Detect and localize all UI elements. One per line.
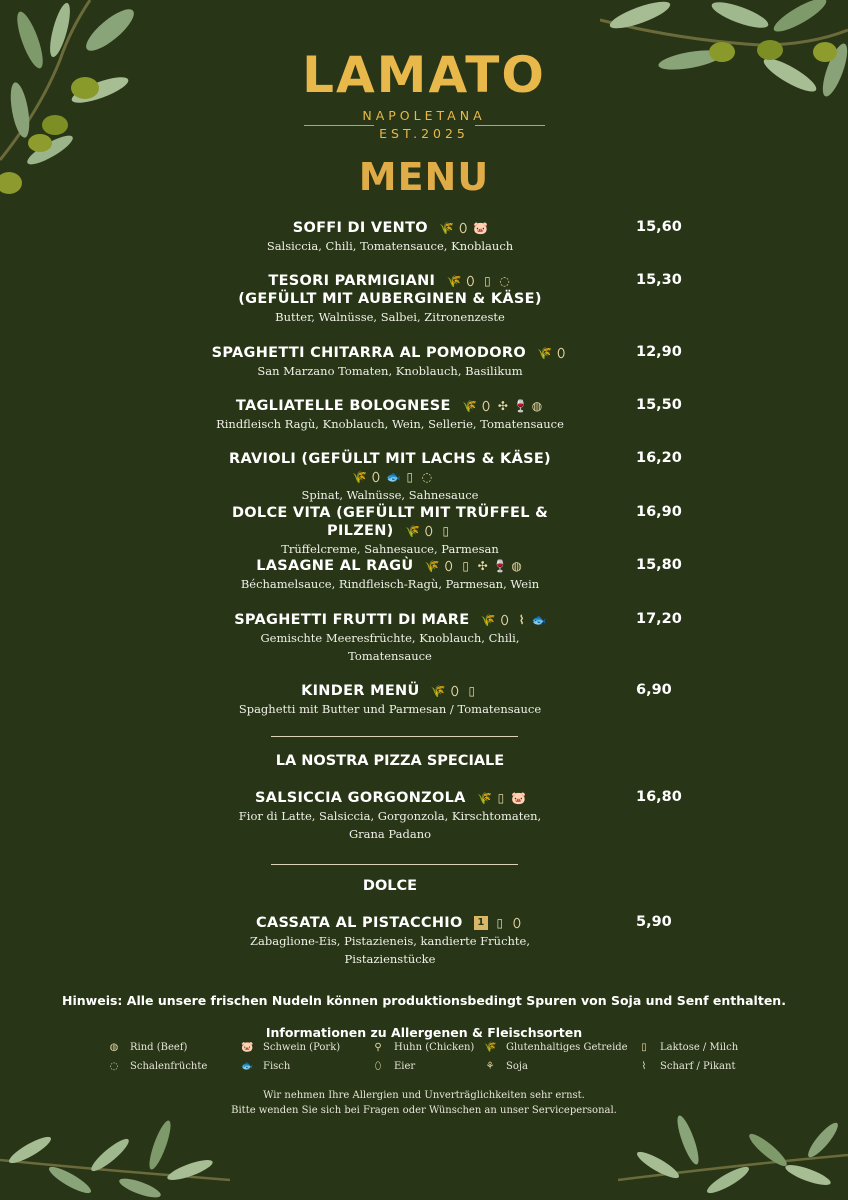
egg-icon: ⬯ — [466, 274, 475, 288]
section-divider — [271, 864, 518, 865]
soy-icon: ⚘ — [485, 1061, 495, 1072]
item-name: SPAGHETTI FRUTTI DI MARE — [234, 612, 470, 628]
item-description: Spaghetti mit Butter und Parmesan / Tomatensauce — [238, 702, 542, 716]
olive-branch-bottom-left — [0, 1110, 230, 1200]
footer-text — [0, 1088, 848, 1118]
gluten-icon: 🌾 — [424, 559, 441, 573]
pork-icon: 🐷 — [241, 1042, 254, 1053]
legend-item: ⌇ Scharf / Pikant — [638, 1061, 735, 1073]
menu-item — [200, 272, 580, 326]
item-name: SALSICCIA GORGONZOLA — [254, 790, 466, 806]
milk-icon: ▯ — [442, 524, 450, 538]
item-description: Spinat, Walnüsse, Sahnesauce — [301, 488, 479, 502]
milk-icon: ▯ — [468, 684, 476, 698]
item-description: Salsiccia, Chili, Tomatensauce, Knoblauch — [266, 239, 514, 253]
item-price: 17,20 — [636, 611, 682, 627]
menu-item — [200, 219, 580, 255]
item-description-cont: Grana Padano — [348, 827, 432, 841]
nuts-icon: ◌ — [109, 1061, 119, 1072]
item-description: Béchamelsauce, Rindfleisch-Ragù, Parmesan, Wein — [240, 577, 540, 591]
egg-icon: ⬯ — [425, 524, 433, 538]
egg-icon: ⬯ — [500, 613, 509, 627]
wine-icon: 🍷 — [492, 559, 509, 573]
legend-item: ⚘ Soja — [485, 1061, 528, 1072]
fish-icon: 🐟 — [386, 470, 402, 484]
menu-item — [200, 789, 580, 843]
milk-icon: ▯ — [497, 791, 505, 805]
milk-icon: ▯ — [406, 470, 414, 484]
egg-icon: ⬯ — [450, 684, 459, 698]
egg-icon: ⬯ — [557, 346, 566, 360]
item-name: TAGLIATELLE BOLOGNESE — [235, 398, 451, 414]
gluten-icon: 🌾 — [537, 346, 553, 360]
menu-title: MENU — [358, 155, 490, 199]
item-name-subtitle: (GEFÜLLT MIT AUBERGINEN & KÄSE) — [238, 291, 542, 307]
footer-line: Bitte wenden Sie sich bei Fragen oder Wünschen an unser Servicepersonal. — [231, 1105, 617, 1116]
item-name: LASAGNE AL RAGÙ — [256, 558, 414, 574]
egg-icon: ⬯ — [372, 470, 380, 484]
egg-icon: ⬯ — [444, 559, 453, 573]
brand-subtitle: NAPOLETANA — [362, 108, 486, 123]
chili-icon: ⌇ — [518, 613, 525, 627]
brand-established: EST.2025 — [379, 126, 469, 141]
menu-item — [200, 557, 580, 593]
legend-title: Informationen zu Allergenen & Fleischsorten — [265, 1025, 583, 1040]
footer-line: Wir nehmen Ihre Allergien und Unverträglichkeiten sehr ernst. — [263, 1090, 585, 1101]
gluten-icon: 🌾 — [480, 613, 497, 627]
item-description-cont: Pistazienstücke — [344, 952, 436, 966]
gluten-icon: 🌾 — [439, 221, 455, 235]
wine-icon: 🍷 — [513, 399, 529, 413]
item-description: Fior di Latte, Salsiccia, Gorgonzola, Kirschtomaten, — [238, 809, 542, 823]
item-price: 5,90 — [636, 914, 672, 930]
gluten-icon: 🌾 — [484, 1042, 497, 1053]
item-description: Zabaglione-Eis, Pistazieneis, kandierte Früchte, — [250, 934, 530, 948]
gluten-icon: 🌾 — [477, 791, 493, 805]
menu-item — [200, 450, 580, 504]
section-divider — [271, 736, 518, 737]
item-price: 16,90 — [636, 504, 682, 520]
item-price: 6,90 — [636, 682, 672, 698]
item-name: TESORI PARMIGIANI — [268, 273, 436, 289]
beef-icon: ◍ — [511, 559, 523, 573]
nuts-icon: ◌ — [421, 470, 433, 484]
egg-icon: ⬯ — [459, 221, 468, 235]
chili-icon: ⌇ — [641, 1061, 647, 1072]
celery-icon: ✣ — [497, 399, 509, 413]
celery-icon: ✣ — [477, 559, 488, 573]
section-title-pizza: LA NOSTRA PIZZA SPECIALE — [275, 753, 505, 769]
milk-icon: ▯ — [641, 1042, 647, 1053]
item-description-cont: Tomatensauce — [348, 649, 432, 663]
egg-icon: ⬯ — [482, 399, 491, 413]
brand-logo-title: LAMATO — [302, 46, 546, 104]
note-badge: 1 — [474, 916, 488, 930]
item-price: 15,50 — [636, 397, 682, 413]
item-description: Trüffelcreme, Sahnesauce, Parmesan — [281, 542, 499, 556]
item-description: Rindfleisch Ragù, Knoblauch, Wein, Sellerie, Tomatensauce — [216, 417, 564, 431]
menu-item — [200, 914, 580, 968]
legend-item: 🐷 Schwein (Pork) — [241, 1042, 341, 1053]
beef-icon: ◍ — [109, 1042, 119, 1053]
gluten-icon: 🌾 — [446, 274, 462, 288]
gluten-icon: 🌾 — [430, 684, 447, 698]
egg-icon: ⬯ — [374, 1061, 382, 1072]
item-price: 16,80 — [636, 789, 682, 805]
legend-item: ▯ Laktose / Milch — [638, 1042, 738, 1054]
legend-item: ◍ Rind (Beef) — [109, 1042, 188, 1053]
milk-icon: ▯ — [496, 916, 504, 930]
olive-branch-bottom-right — [618, 1110, 848, 1200]
item-price: 15,80 — [636, 557, 682, 573]
gluten-icon: 🌾 — [404, 524, 421, 538]
menu-item — [200, 504, 580, 558]
menu-item — [200, 397, 580, 433]
legend-item: 🐟 Fisch — [241, 1061, 291, 1072]
gluten-icon: 🌾 — [462, 399, 478, 413]
beef-icon: ◍ — [531, 399, 543, 413]
fish-icon: 🐟 — [531, 613, 548, 627]
gluten-icon: 🌾 — [352, 470, 368, 484]
legend-item: ⚲ Huhn (Chicken) — [372, 1042, 474, 1054]
milk-icon: ▯ — [462, 559, 470, 573]
item-price: 15,30 — [636, 272, 682, 288]
legend-item: ⬯ Eier — [372, 1061, 415, 1073]
milk-icon: ▯ — [484, 274, 492, 288]
chicken-icon: ⚲ — [374, 1042, 382, 1053]
item-description: Gemischte Meeresfrüchte, Knoblauch, Chili, — [260, 631, 520, 645]
item-description: Butter, Walnüsse, Salbei, Zitronenzeste — [275, 310, 505, 324]
item-name: SPAGHETTI CHITARRA AL POMODORO — [211, 345, 526, 361]
pork-icon: 🐷 — [511, 791, 527, 805]
item-name: DOLCE VITA (GEFÜLLT MIT TRÜFFEL & PILZEN) — [231, 505, 549, 539]
fish-icon: 🐟 — [241, 1061, 254, 1072]
item-name: KINDER MENÜ — [301, 683, 420, 699]
egg-icon: ⬯ — [513, 916, 521, 930]
item-price: 15,60 — [636, 219, 682, 235]
item-price: 16,20 — [636, 450, 682, 466]
item-name: CASSATA AL PISTACCHIO — [256, 915, 463, 931]
item-price: 12,90 — [636, 344, 682, 360]
allergen-note: Hinweis: Alle unsere frischen Nudeln können produktionsbedingt Spuren von Soja und Senf enthalten. — [62, 993, 786, 1008]
item-name: RAVIOLI (GEFÜLLT MIT LACHS & KÄSE) — [229, 451, 551, 467]
menu-item — [200, 682, 580, 718]
nuts-icon: ◌ — [499, 274, 510, 288]
legend-item: 🌾 Glutenhaltiges Getreide — [484, 1042, 628, 1053]
section-title-dolce: DOLCE — [362, 878, 418, 894]
legend-item: ◌ Schalenfrüchte — [109, 1061, 208, 1072]
menu-item — [200, 611, 580, 665]
item-description: San Marzano Tomaten, Knoblauch, Basilikum — [257, 364, 523, 378]
item-name: SOFFI DI VENTO — [292, 220, 428, 236]
menu-item — [200, 344, 580, 380]
pork-icon: 🐷 — [473, 221, 489, 235]
